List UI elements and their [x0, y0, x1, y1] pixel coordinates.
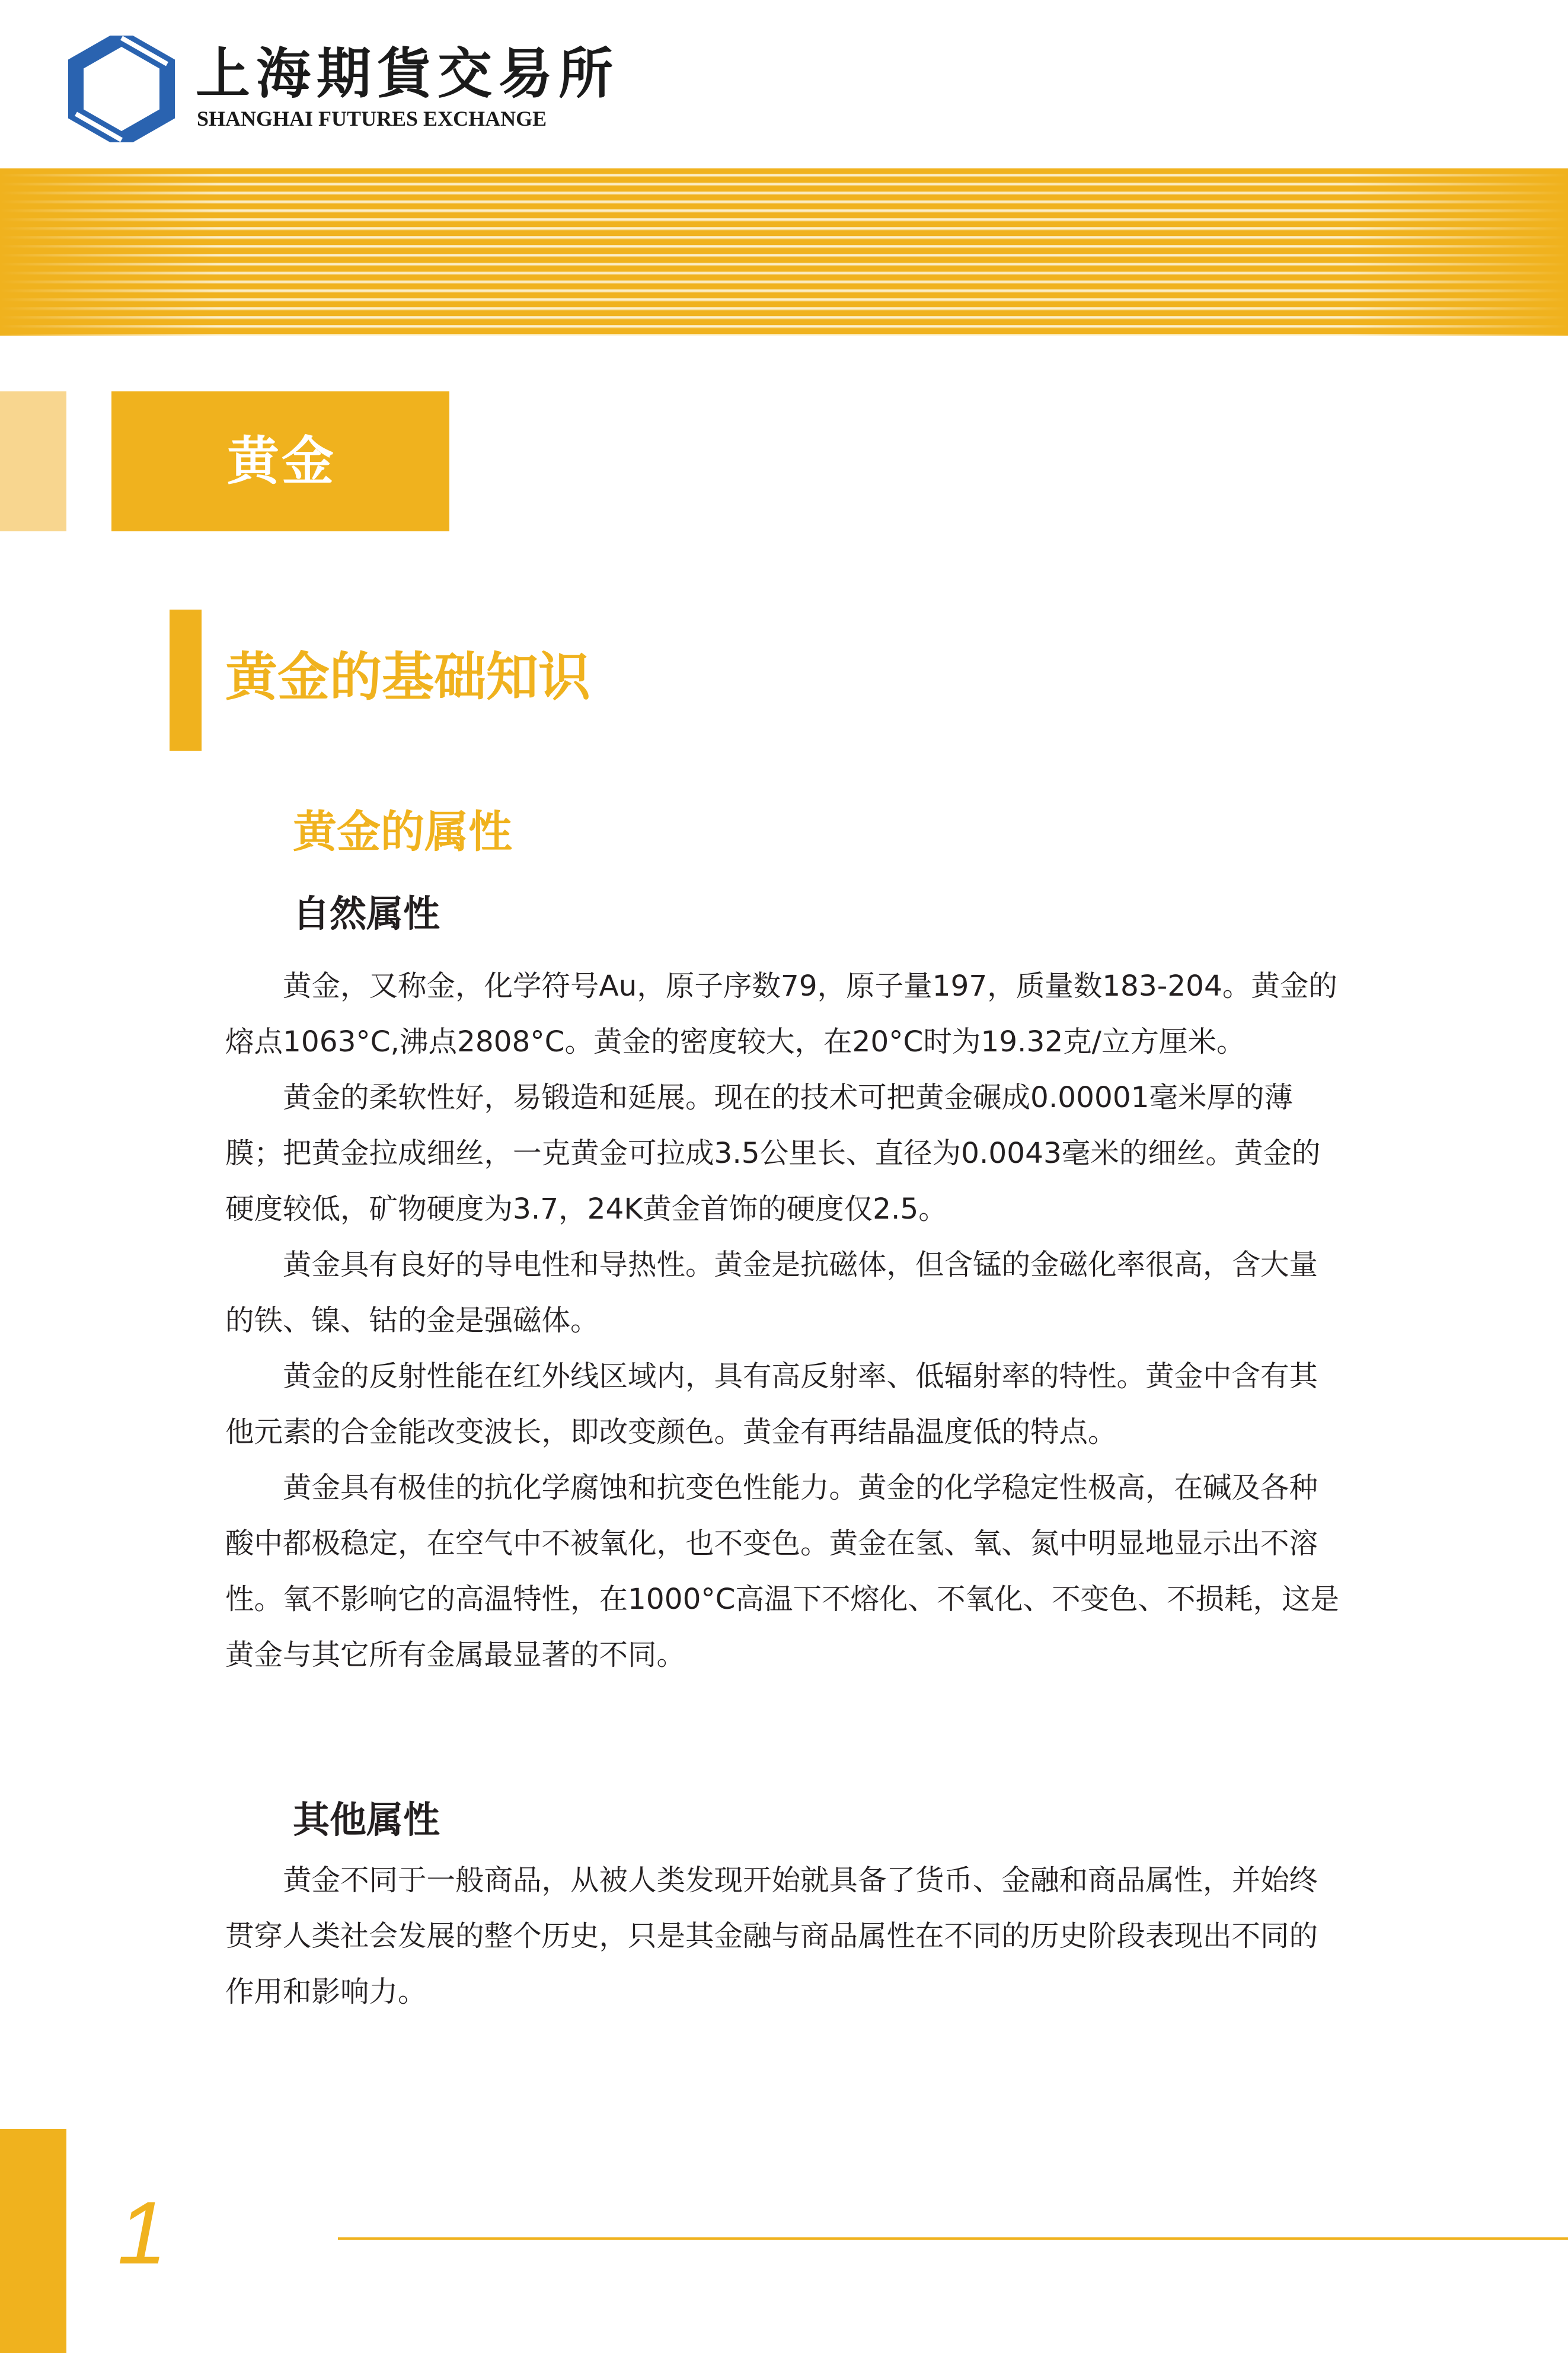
paragraph: 黄金不同于一般商品，从被人类发现开始就具备了货币、金融和商品属性，并始终贯穿人类社会发展的整个历史，只是其金融与商品属性在不同的历史阶段表现出不同的作用和影响力。	[225, 1864, 1318, 2008]
section-side-strip	[0, 391, 66, 531]
heading-accent-bar	[170, 610, 202, 751]
other-properties-text	[225, 1853, 1345, 2020]
heading-properties: 黄金的属性	[293, 806, 512, 857]
heading-other-properties: 其他属性	[293, 1798, 440, 1841]
sfe-logo-icon	[65, 36, 178, 142]
logo-chinese-name: 上海期貨交易所	[196, 42, 619, 106]
page-number: 1	[117, 2183, 167, 2282]
section-title: 黄金	[227, 431, 337, 492]
heading-basics: 黄金的基础知识	[225, 646, 591, 707]
header-banner	[0, 168, 1568, 336]
paragraph: 黄金，又称金，化学符号Au，原子序数79，原子量197，质量数183-204。黄金的熔点1063°C,沸点2808°C。黄金的密度较大，在20°C时为19.32克/立方厘米。	[225, 970, 1337, 1058]
footer-side-strip	[0, 2129, 66, 2353]
paragraph: 黄金具有极佳的抗化学腐蚀和抗变色性能力。黄金的化学稳定性极高，在碱及各种酸中都极稳定，在空气中不被氧化，也不变色。黄金在氢、氧、氮中明显地显示出不溶性。氧不影响它的高温特性，在1000°C高温下不熔化、不氧化、不变色、不损耗，这是黄金与其它所有金属最显著的不同。	[225, 1471, 1340, 1672]
paragraph: 黄金具有良好的导电性和导热性。黄金是抗磁体，但含锰的金磁化率很高，含大量的铁、镍、钴的金是强磁体。	[225, 1248, 1318, 1337]
paragraph: 黄金的柔软性好，易锻造和延展。现在的技术可把黄金碾成0.00001毫米厚的薄膜；把黄金拉成细丝，一克黄金可拉成3.5公里长、直径为0.0043毫米的细丝。黄金的硬度较低，矿物硬度为3.7，24K黄金首饰的硬度仅2.5。	[225, 1081, 1321, 1226]
natural-properties-text	[225, 958, 1345, 1683]
paragraph: 黄金的反射性能在红外线区域内，具有高反射率、低辐射率的特性。黄金中含有其他元素的合金能改变波长，即改变颜色。黄金有再结晶温度低的特点。	[225, 1360, 1318, 1449]
section-title-box	[111, 391, 449, 531]
footer-rule	[338, 2237, 1568, 2240]
logo-english-name: SHANGHAI FUTURES EXCHANGE	[197, 107, 547, 130]
heading-natural-properties: 自然属性	[293, 892, 440, 935]
